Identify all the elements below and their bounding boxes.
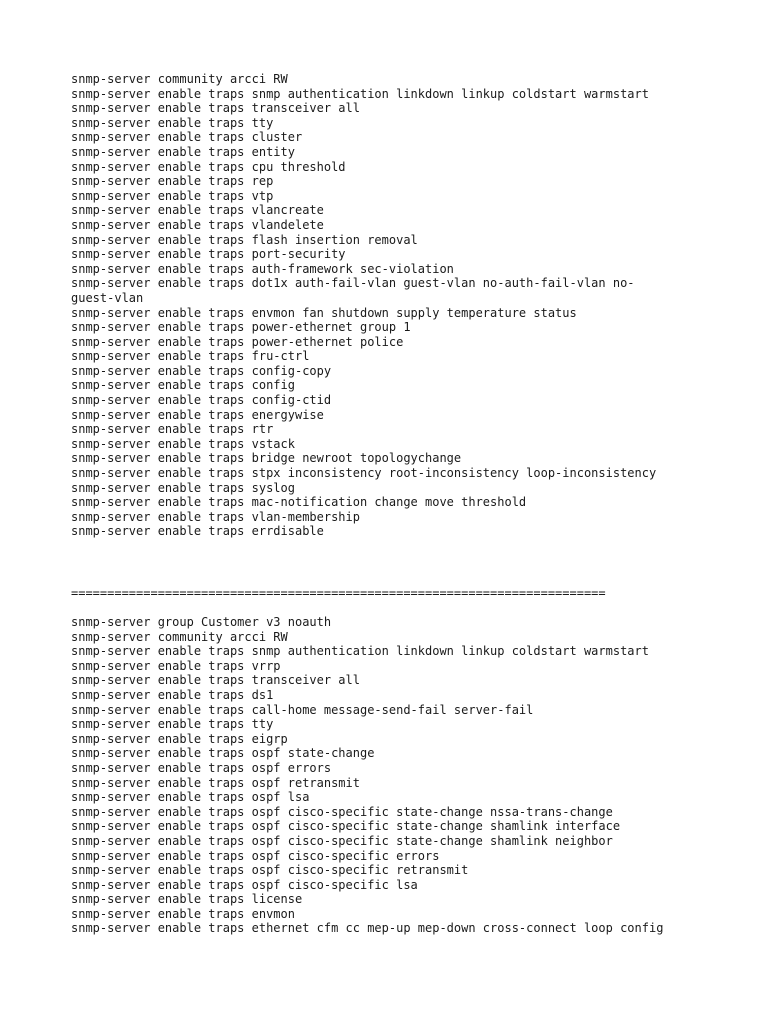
separator-line: ==========================================================================	[71, 586, 606, 600]
config-line: snmp-server enable traps snmp authentication linkdown linkup coldstart warmstart	[71, 86, 649, 101]
config-line: snmp-server enable traps mac-notification change move threshold	[71, 495, 527, 510]
config-line: snmp-server enable traps envmon fan shutdown supply temperature status	[71, 305, 577, 320]
config-line: snmp-server enable traps rtr	[71, 422, 274, 437]
config-block-2	[71, 615, 663, 936]
config-line: snmp-server enable traps power-ethernet group 1	[71, 320, 411, 335]
config-line: snmp-server enable traps ospf cisco-specific state-change nssa-trans-change	[71, 804, 613, 819]
config-line: snmp-server enable traps entity	[71, 144, 295, 159]
config-line: snmp-server community arcci RW	[71, 72, 288, 86]
config-line: snmp-server enable traps rep	[71, 174, 274, 189]
config-line: snmp-server enable traps ospf lsa	[71, 790, 310, 805]
config-line: snmp-server enable traps vlancreate	[71, 203, 324, 218]
config-line: snmp-server enable traps config	[71, 378, 295, 393]
config-line: snmp-server enable traps transceiver all	[71, 101, 360, 116]
config-line: snmp-server enable traps fru-ctrl	[71, 349, 310, 364]
config-line: snmp-server enable traps power-ethernet police	[71, 334, 404, 349]
config-line: snmp-server enable traps vstack	[71, 436, 295, 451]
config-line: snmp-server enable traps license	[71, 892, 303, 907]
config-block-1	[71, 72, 656, 539]
config-line: snmp-server enable traps envmon	[71, 906, 295, 921]
config-line: snmp-server enable traps call-home message-send-fail server-fail	[71, 702, 534, 717]
config-line: snmp-server enable traps ospf cisco-specific errors	[71, 848, 440, 863]
config-line: snmp-server enable traps syslog	[71, 480, 295, 495]
config-line: snmp-server enable traps ospf retransmit	[71, 775, 360, 790]
config-line: snmp-server enable traps snmp authentication linkdown linkup coldstart warmstart	[71, 644, 649, 659]
config-line: snmp-server enable traps cpu threshold	[71, 159, 346, 174]
config-line: snmp-server enable traps ospf errors	[71, 760, 332, 775]
config-line: snmp-server enable traps ospf cisco-specific retransmit	[71, 863, 469, 878]
config-line: snmp-server enable traps energywise	[71, 407, 324, 422]
config-line: snmp-server enable traps bridge newroot topologychange	[71, 451, 462, 466]
config-line: snmp-server enable traps port-security	[71, 247, 346, 262]
config-line: snmp-server enable traps stpx inconsistency root-inconsistency loop-inconsistency	[71, 466, 657, 481]
config-line: snmp-server enable traps ds1	[71, 687, 274, 702]
config-line: snmp-server enable traps ospf cisco-specific lsa	[71, 877, 418, 892]
config-line: snmp-server enable traps vlandelete	[71, 217, 324, 232]
config-line: snmp-server community arcci RW	[71, 629, 288, 644]
config-line: snmp-server enable traps tty	[71, 115, 274, 130]
config-line: guest-vlan	[71, 290, 144, 305]
config-line: snmp-server enable traps ospf cisco-specific state-change shamlink interface	[71, 819, 621, 834]
config-line: snmp-server enable traps ospf cisco-specific state-change shamlink neighbor	[71, 833, 613, 848]
config-line: snmp-server enable traps vrrp	[71, 658, 281, 673]
config-line: snmp-server enable traps ethernet cfm cc mep-up mep-down cross-connect loop config	[71, 921, 664, 936]
config-line: snmp-server enable traps vlan-membership	[71, 509, 360, 524]
config-line: snmp-server enable traps errdisable	[71, 524, 324, 539]
config-line: snmp-server enable traps config-ctid	[71, 393, 332, 408]
config-line: snmp-server enable traps dot1x auth-fail-vlan guest-vlan no-auth-fail-vlan no-	[71, 276, 635, 291]
config-line: snmp-server group Customer v3 noauth	[71, 615, 332, 629]
config-line: snmp-server enable traps auth-framework sec-violation	[71, 261, 454, 276]
config-line: snmp-server enable traps tty	[71, 717, 274, 732]
config-line: snmp-server enable traps ospf state-change	[71, 746, 375, 761]
config-line: snmp-server enable traps eigrp	[71, 731, 288, 746]
config-line: snmp-server enable traps config-copy	[71, 363, 332, 378]
config-line: snmp-server enable traps flash insertion removal	[71, 232, 418, 247]
config-line: snmp-server enable traps vtp	[71, 188, 274, 203]
config-line: snmp-server enable traps cluster	[71, 130, 303, 145]
config-line: snmp-server enable traps transceiver all	[71, 673, 360, 688]
